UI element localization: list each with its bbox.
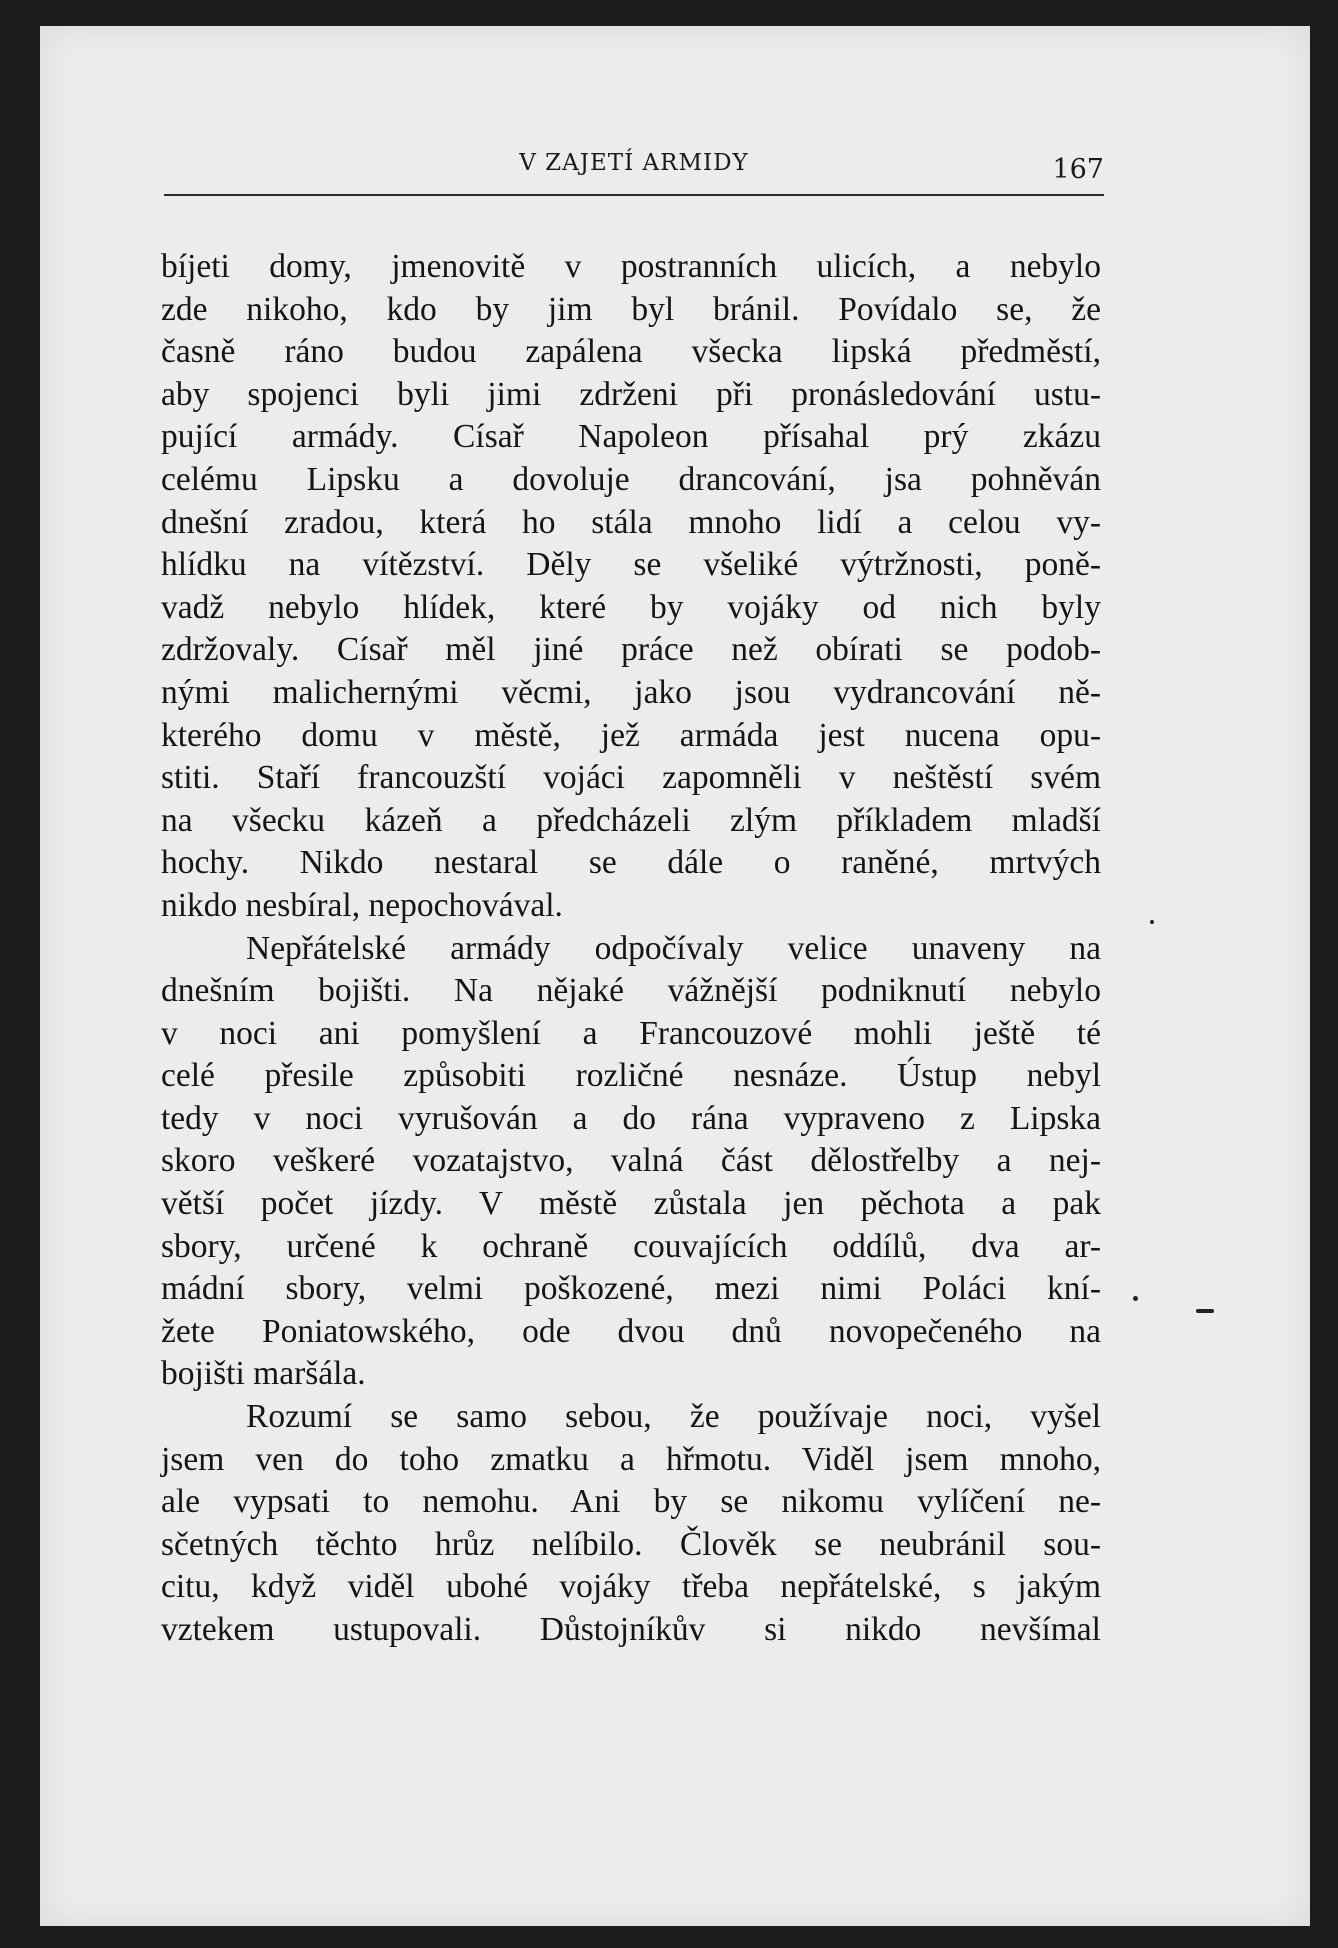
text-line: žete Poniatowského, ode dvou dnů novopečeného na xyxy=(161,1312,1101,1350)
text-line: časně ráno budou zapálena všecka lipská předměstí, xyxy=(161,333,1101,371)
page-number: 167 xyxy=(1052,154,1104,185)
text-line: větší počet jízdy. V městě zůstala jen pěchota a pak xyxy=(161,1185,1101,1223)
text-line: nikdo nesbíral, nepochovával. xyxy=(161,886,563,924)
text-line: hlídku na vítězství. Děly se všeliké výtržnosti, poně- xyxy=(161,546,1101,584)
scan-speck xyxy=(1133,1296,1138,1301)
text-line: dnešní zradou, která ho stála mnoho lidí a celou vy- xyxy=(161,503,1101,541)
text-line: ale vypsati to nemohu. Ani by se nikomu vylíčení ne- xyxy=(161,1483,1101,1521)
text-line: stiti. Staří francouzští vojáci zapomněli v neštěstí svém xyxy=(161,759,1101,797)
text-line: nými malichernými věcmi, jako jsou vydrancování ně- xyxy=(161,673,1101,711)
text-line: aby spojenci byli jimi zdrženi při pronásledování ustu- xyxy=(161,375,1101,413)
body-text xyxy=(161,246,1101,1652)
text-line: bojišti maršála. xyxy=(161,1355,366,1393)
text-line: Nepřátelské armády odpočívaly velice unaveny na xyxy=(246,929,1101,967)
text-line: bíjeti domy, jmenovitě v postranních ulicích, a nebylo xyxy=(161,248,1101,285)
running-title: V ZAJETÍ ARMIDY xyxy=(519,150,749,176)
text-line: na všecku kázeň a předcházeli zlým příkladem mladší xyxy=(161,801,1101,839)
text-line: jsem ven do toho zmatku a hřmotu. Viděl jsem mnoho, xyxy=(161,1440,1101,1478)
scan-speck xyxy=(1150,920,1154,924)
text-line: zdržovaly. Císař měl jiné práce než obírati se podob- xyxy=(161,631,1101,669)
text-line: vztekem ustupovali. Důstojníkův si nikdo nevšímal xyxy=(161,1611,1101,1648)
text-line: zde nikoho, kdo by jim byl bránil. Povídalo se, že xyxy=(161,290,1101,328)
text-line: pující armády. Císař Napoleon přísahal prý zkázu xyxy=(161,418,1101,456)
text-line: sbory, určené k ochraně couvajících oddílů, dva ar- xyxy=(161,1227,1101,1265)
text-line: mádní sbory, velmi poškozené, mezi nimi Poláci kní- xyxy=(161,1270,1101,1308)
text-line: v noci ani pomyšlení a Francouzové mohli ještě té xyxy=(161,1014,1101,1052)
text-line: tedy v noci vyrušován a do rána vypraveno z Lipska xyxy=(161,1099,1101,1137)
text-line: Rozumí se samo sebou, že používaje noci, vyšel xyxy=(246,1398,1101,1436)
text-line: dnešním bojišti. Na nějaké vážnější podniknutí nebylo xyxy=(161,972,1101,1010)
page-header xyxy=(164,148,1104,196)
text-line: kterého domu v městě, jež armáda jest nucena opu- xyxy=(161,716,1101,754)
scan-speck xyxy=(1196,1309,1214,1313)
text-line: vadž nebylo hlídek, které by vojáky od nich byly xyxy=(161,588,1101,626)
text-line: sčetných těchto hrůz nelíbilo. Člověk se neubránil sou- xyxy=(161,1525,1101,1563)
text-line: skoro veškeré vozatajstvo, valná část dělostřelby a nej- xyxy=(161,1142,1101,1180)
text-line: citu, když viděl ubohé vojáky třeba nepřátelské, s jakým xyxy=(161,1568,1101,1606)
text-line: celému Lipsku a dovoluje drancování, jsa pohněván xyxy=(161,460,1101,498)
text-line: celé přesile způsobiti rozličné nesnáze. Ústup nebyl xyxy=(161,1057,1101,1095)
text-line: hochy. Nikdo nestaral se dále o raněné, mrtvých xyxy=(161,844,1101,882)
